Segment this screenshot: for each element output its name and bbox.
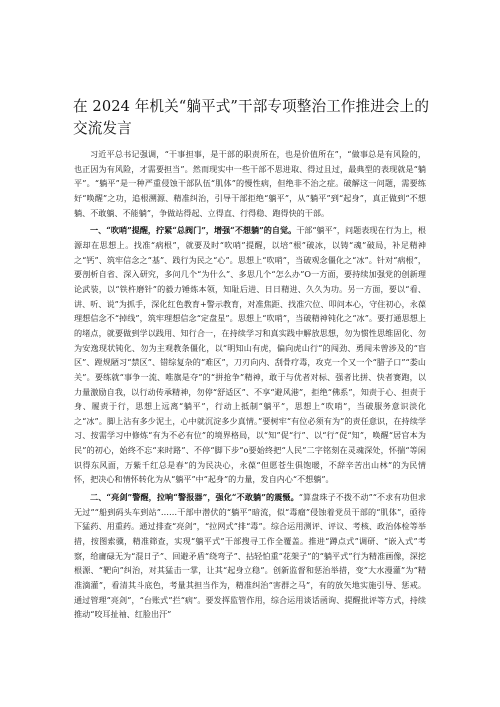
document-title: 在 2024 年机关“躺平式”干部专项整治工作推进会上的交流发言 [73, 98, 430, 137]
section-heading: 一、“吹哨”提醒，拧紧“总阀门”，增强“不想躺”的自觉。 [90, 225, 297, 236]
section-heading: 二、“亮剑”警醒，拉响“警报器”，强化“不敢躺”的震慑。 [90, 492, 299, 503]
paragraph-text: 习近平总书记强调，“干事担事，是干部的职责所在，也是价值所在”，“做事总是有风险的，也正因为有风险，才需要担当”。然而现实中一些干部不思进取、得过且过，最典型的表现就是“躺平”。“躺平”是一种严重侵蚀干部队伍“肌体”的慢性病，但绝非不治之症。破解这一问题，需要练好“唤醒”之功，追根溯源、精准纠治，引导干部拒绝“躺平”，从“躺平”到“起身”，真正做到“不想躺、不敢躺、不能躺”，争做站得起、立得直、行得稳、跑得快的干部。 [74, 149, 426, 218]
section-one-paragraph [74, 223, 426, 487]
document-body [74, 147, 426, 622]
intro-paragraph [74, 147, 426, 220]
paragraph-text: “算盘珠子不拨不动”“不求有功但求无过”“船到码头车到站”……干部中潜伏的“躺平”暗流，似“毒瘤”侵蚀着党员干部的“肌体”，亟待下猛药、用重药。通过排查“亮剑”，“拉网式”排“毒”。综合运用测评、评议、考核、政治体检等举措，按图索骥，精准筛查，实现“躺平式”干部搜寻工作全覆盖。推进“蹲点式”调研、“嵌入式”考察，给庸碌无为“混日子”、回避矛盾“绕弯子”、拈轻怕重“花架子”的“躺平式”行为精准画像，深挖根源、“靶向”纠治，对其猛击一掌，让其“起身立稳”。创新监督和惩治举措，变“大水漫灌”为“精准滴灌”，看清其斗底色，考量其担当作为，精准纠治“害群之马”，有的放矢地实施引导、惩戒。通过管理“亮剑”，“台账式”拦“病”。要发挥监管作用，综合运用谈话函询、提醒批评等方式，持续推动“咬耳扯袖、红脸出汗” [74, 492, 426, 620]
section-two-paragraph [74, 490, 426, 622]
paragraph-text: 干部“躺平”，问题表现在行为上，根源却在思想上。找准“病根”，就要及时“吹哨”提醒，以培“根”破冰，以铸“魂”破局，补足精神之“钙”、筑牢信念之“基”、践行为民之“心”。思想上“吹哨”，当破观念僵化之“冰”。针对“病根”，要剖析自省、深入研究，多问几个“为什么”、多思几个“怎么办”O一方面，要持续加强党的创新理论武装，以“铁杵磨针”的毅力锤炼本领，知耻后进、日日精进、久久为功。另一方面，要以“看、讲、听、说”为抓手，深化红色教育+警示教育，对准焦距、找准穴位、叩问本心，守住初心，永葆理想信念不“掉线”，筑牢理想信念“定盘星”。思想上“吹哨”，当破精神钝化之“冰”。要打通思想上的堵点，就要做到学以践用、知行合一，在持续学习和真实践中解放思想，勿为惯性思维固化、勿为安逸现状钝化、勿为主观教条僵化，以“明知山有虎，偏向虎山行”的闯劲、勇闯未曾涉及的“盲区”、蹚规陋习“禁区”、错综复杂的“难区”，刀刃向内、刮骨疗毒，攻克一个又一个“腊子口”“娄山关”。要练就“事争一流、唯旗是夺”的“拼抢争”精神，敢于与优者对标、强者比拼、快者赛跑，以力量激励自我，以行动传承精神，勿停“舒适区”、不享“避风港”，拒绝“佛系”，知责于心、担责于身、履责于行，思想上远离“躺平”，行动上抵制“躺平”，思想上“吹哨”，当破服务意识淡化之“冰”。脚上沾有多少泥土，心中就沉淀多少真情。”要树牢“有位必须有为”的责任意识，在持续学习、按需学习中修炼“有为不必有位”的境界格局，以“知”促“行”、以“行”促“知”，唤醒“居官本为民”的初心，始终不忘“来时路”、不停“脚下步”o要始终把“人民”二字铭刻在灵魂深处，怀揣“等闲识得东风面，万紫千红总是春”的为民决心，永葆“但愿苍生俱饱暖，不辞辛苦出山林”的为民情怀，把决心和情怀转化为从“躺平”中“起身”的力量，发自内心“不想躺”。 [74, 225, 427, 485]
